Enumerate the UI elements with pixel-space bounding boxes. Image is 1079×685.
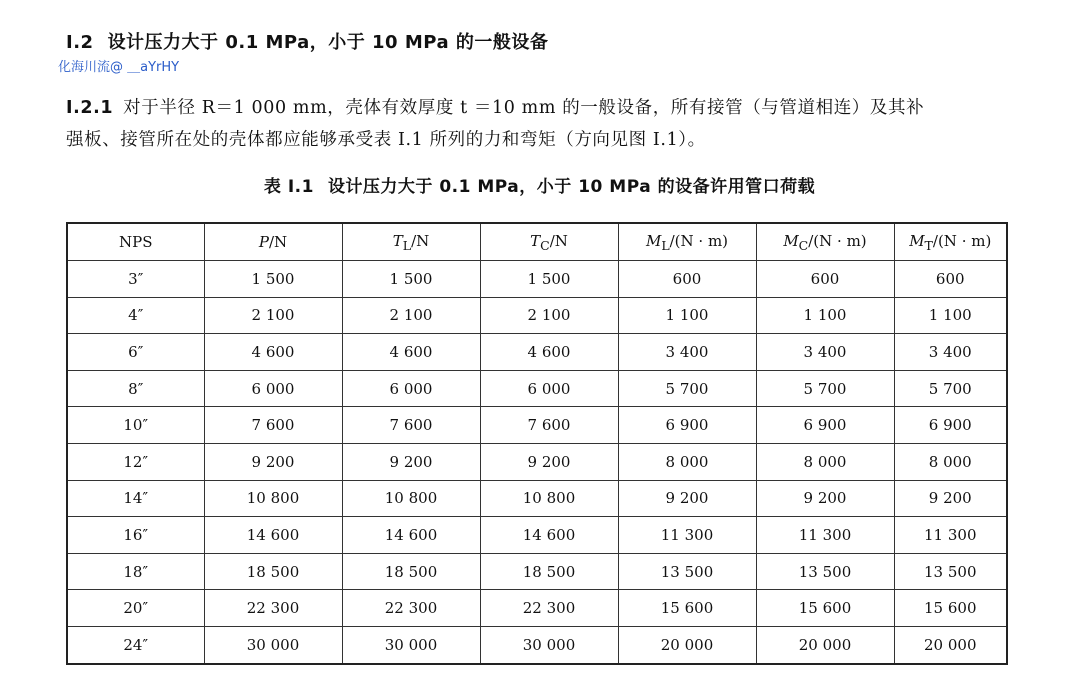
cell-tc: 14 600 [480,517,618,554]
cell-ml: 6 900 [618,407,756,444]
header-tc: $T_C/N$ [480,223,618,261]
cell-ml: 20 000 [618,626,756,663]
cell-mt: 8 000 [894,443,1007,480]
cell-mc: 9 200 [756,480,894,517]
cell-mt: 6 900 [894,407,1007,444]
cell-tl: 14 600 [342,517,480,554]
cell-nps: 24″ [67,626,204,663]
cell-nps: 6″ [67,334,204,371]
cell-mc: 15 600 [756,590,894,627]
cell-mt: 20 000 [894,626,1007,663]
cell-mc: 3 400 [756,334,894,371]
cell-tc: 18 500 [480,553,618,590]
cell-p: 14 600 [204,517,342,554]
table-row [67,443,1007,480]
cell-tl: 7 600 [342,407,480,444]
cell-p: 22 300 [204,590,342,627]
cell-tl: 30 000 [342,626,480,663]
cell-p: 1 500 [204,261,342,298]
table-row [67,626,1007,663]
header-tl: $T_L/N$ [342,223,480,261]
cell-tl: 22 300 [342,590,480,627]
cell-nps: 8″ [67,370,204,407]
cell-mt: 3 400 [894,334,1007,371]
cell-nps: 12″ [67,443,204,480]
cell-tc: 7 600 [480,407,618,444]
table-row [67,407,1007,444]
table-header-row [67,223,1007,261]
table-row [67,553,1007,590]
header-mt: $M_T/(N \cdot m)$ [894,223,1007,261]
cell-mc: 20 000 [756,626,894,663]
clause-text-1: 对于半径 R＝1 000 mm，壳体有效厚度 t ＝10 mm 的一般设备，所有接管（与管道相连）及其补 [123,98,925,118]
cell-mt: 5 700 [894,370,1007,407]
cell-tl: 6 000 [342,370,480,407]
cell-tl: 1 500 [342,261,480,298]
cell-mt: 9 200 [894,480,1007,517]
cell-ml: 5 700 [618,370,756,407]
table-row [67,590,1007,627]
cell-mt: 600 [894,261,1007,298]
cell-mc: 11 300 [756,517,894,554]
cell-mc: 13 500 [756,553,894,590]
cell-ml: 11 300 [618,517,756,554]
cell-p: 10 800 [204,480,342,517]
cell-tc: 9 200 [480,443,618,480]
cell-ml: 8 000 [618,443,756,480]
cell-tc: 30 000 [480,626,618,663]
cell-tl: 4 600 [342,334,480,371]
cell-mt: 13 500 [894,553,1007,590]
table-row [67,517,1007,554]
cell-tc: 22 300 [480,590,618,627]
table-number: 表 I.1 [263,177,314,197]
clause-line-1 [66,92,1016,124]
cell-ml: 3 400 [618,334,756,371]
cell-nps: 10″ [67,407,204,444]
header-p: P/N [204,223,342,261]
cell-ml: 15 600 [618,590,756,627]
header-ml: $M_L/(N \cdot m)$ [618,223,756,261]
nozzle-load-table [66,222,1008,665]
cell-nps: 3″ [67,261,204,298]
cell-nps: 18″ [67,553,204,590]
cell-p: 6 000 [204,370,342,407]
clause-paragraph [66,92,1016,156]
clause-line-2: 强板、接管所在处的壳体都应能够承受表 I.1 所列的力和弯矩（方向见图 I.1）。 [66,130,706,150]
cell-tc: 2 100 [480,297,618,334]
cell-mt: 11 300 [894,517,1007,554]
table-row [67,334,1007,371]
cell-mc: 5 700 [756,370,894,407]
cell-tl: 18 500 [342,553,480,590]
cell-tl: 10 800 [342,480,480,517]
cell-tc: 10 800 [480,480,618,517]
table-row [67,480,1007,517]
cell-p: 30 000 [204,626,342,663]
cell-ml: 13 500 [618,553,756,590]
cell-tc: 6 000 [480,370,618,407]
watermark: 化海川流@ ＿aYrHY [58,60,180,75]
header-mc: $M_C/(N \cdot m)$ [756,223,894,261]
table-title: 设计压力大于 0.1 MPa，小于 10 MPa 的设备许用管口荷载 [327,177,816,197]
cell-mt: 1 100 [894,297,1007,334]
cell-ml: 600 [618,261,756,298]
cell-p: 2 100 [204,297,342,334]
cell-mc: 1 100 [756,297,894,334]
table-row [67,297,1007,334]
cell-nps: 14″ [67,480,204,517]
table-body [67,261,1007,664]
cell-nps: 16″ [67,517,204,554]
table-row [67,261,1007,298]
cell-mc: 6 900 [756,407,894,444]
cell-p: 7 600 [204,407,342,444]
section-title: 设计压力大于 0.1 MPa，小于 10 MPa 的一般设备 [107,32,549,53]
cell-mc: 8 000 [756,443,894,480]
cell-p: 9 200 [204,443,342,480]
cell-ml: 9 200 [618,480,756,517]
cell-tc: 4 600 [480,334,618,371]
cell-tc: 1 500 [480,261,618,298]
section-heading [66,28,548,54]
cell-p: 4 600 [204,334,342,371]
cell-tl: 2 100 [342,297,480,334]
table-row [67,370,1007,407]
cell-mc: 600 [756,261,894,298]
cell-nps: 20″ [67,590,204,627]
cell-mt: 15 600 [894,590,1007,627]
header-nps: NPS [67,223,204,261]
section-number: I.2 [66,32,94,53]
cell-tl: 9 200 [342,443,480,480]
cell-p: 18 500 [204,553,342,590]
cell-ml: 1 100 [618,297,756,334]
table-caption [0,172,1079,197]
cell-nps: 4″ [67,297,204,334]
clause-number: I.2.1 [66,98,114,118]
